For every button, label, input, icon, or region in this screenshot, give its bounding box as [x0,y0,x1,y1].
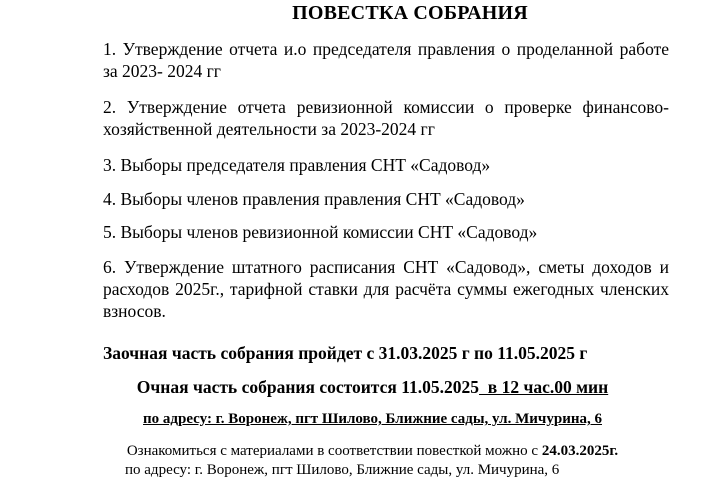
agenda-item-4: 4. Выборы членов правления правления СНТ «Садовод» [103,189,525,209]
absentee-part-notice: Заочная часть собрания пройдет с 31.03.2025 г по 11.05.2025 г [103,343,588,363]
agenda-item-1: 1. Утверждение отчета и.о председателя правления о проделанной работе за 2023- 2024 гг [103,39,669,81]
in-person-time: в 12 час.00 мин [479,377,609,397]
agenda-item-2: 2. Утверждение отчета ревизионной комиссии о проверке финансово-хозяйственной деятельности за 2023-2024 гг [103,97,669,139]
meeting-address-text: по адресу: г. Воронеж, пгт Шилово, Ближние сады, ул. Мичурина, 6 [143,411,602,427]
materials-notice [0,443,720,460]
materials-date: 24.03.2025г. [541,443,619,459]
meeting-address [0,411,720,428]
materials-notice-text: Ознакомиться с материалами в соответствии повесткой можно с [126,443,542,459]
agenda-item-5: 5. Выборы членов ревизионной комиссии СНТ «Садовод» [103,222,538,242]
document-title: ПОВЕСТКА СОБРАНИЯ [292,2,528,24]
materials-address-partial: по адресу: г. Воронеж, пгт Шилово, Ближние сады, ул. Мичурина, 6 [125,462,560,478]
in-person-date: Очная часть собрания состоится 11.05.2025 [136,377,480,397]
in-person-part-notice [0,377,720,398]
agenda-item-3: 3. Выборы председателя правления СНТ «Садовод» [103,155,491,175]
agenda-item-6: 6. Утверждение штатного расписания СНТ «Садовод», сметы доходов и расходов 2025г., тарифной ставки для расчёта суммы ежегодных членских взносов. [103,257,669,321]
